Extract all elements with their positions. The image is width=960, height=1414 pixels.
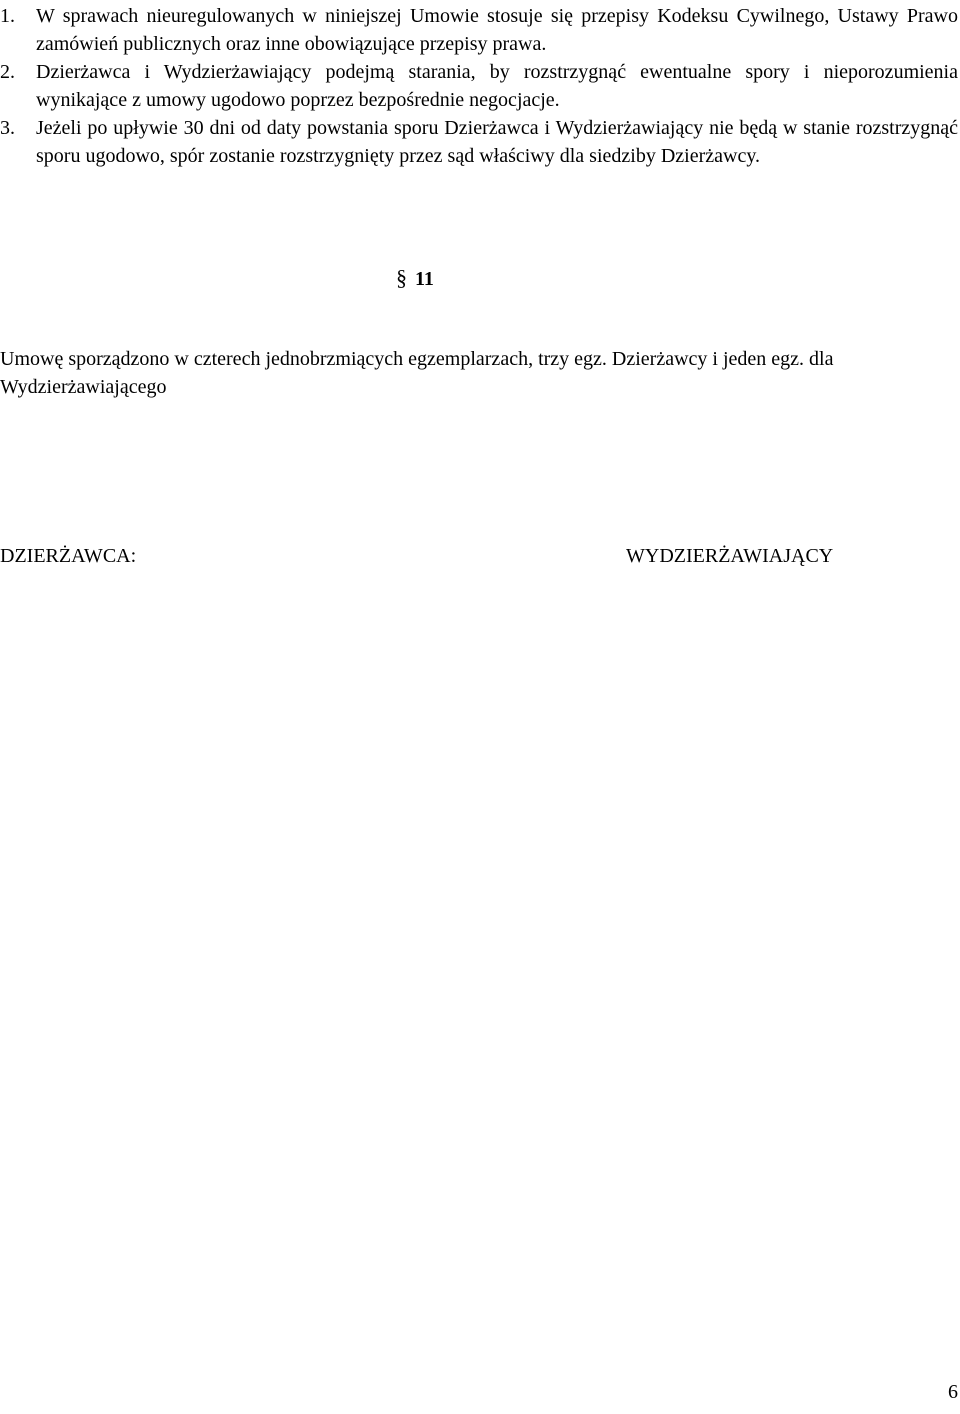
provision-text: Dzierżawca i Wydzierżawiający podejmą starania, by rozstrzygnąć ewentualne spory i nieporozumienia wynikające z umowy ugodowo poprzez bezpośrednie negocjacje. (36, 61, 958, 111)
numbered-provisions-list (0, 2, 960, 170)
section-number: 11 (415, 268, 434, 290)
page-number: 6 (948, 1381, 958, 1403)
provision-number: 2. (0, 61, 15, 83)
provision-item-2 (0, 58, 960, 114)
section-symbol: § (396, 265, 407, 290)
closing-paragraph: Umowę sporządzono w czterech jednobrzmiących egzemplarzach, trzy egz. Dzierżawcy i jeden egz. dla Wydzierżawiającego (0, 348, 834, 398)
provision-text: W sprawach nieuregulowanych w niniejszej Umowie stosuje się przepisy Kodeksu Cywilnego, Ustawy Prawo zamówień publicznych oraz inne obowiązujące przepisy prawa. (36, 5, 958, 55)
provision-item-1 (0, 2, 960, 58)
provision-item-3 (0, 114, 960, 170)
section-heading (396, 264, 434, 293)
lessor-signature-label: WYDZIERŻAWIAJĄCY (626, 545, 834, 567)
provision-text: Jeżeli po upływie 30 dni od daty powstania sporu Dzierżawca i Wydzierżawiający nie będą w stanie rozstrzygnąć sporu ugodowo, spór zostanie rozstrzygnięty przez sąd właściwy dla siedziby Dzierżawcy. (36, 117, 958, 167)
provision-number: 1. (0, 5, 15, 27)
provision-number: 3. (0, 117, 15, 139)
lessee-signature-label: DZIERŻAWCA: (0, 545, 137, 567)
